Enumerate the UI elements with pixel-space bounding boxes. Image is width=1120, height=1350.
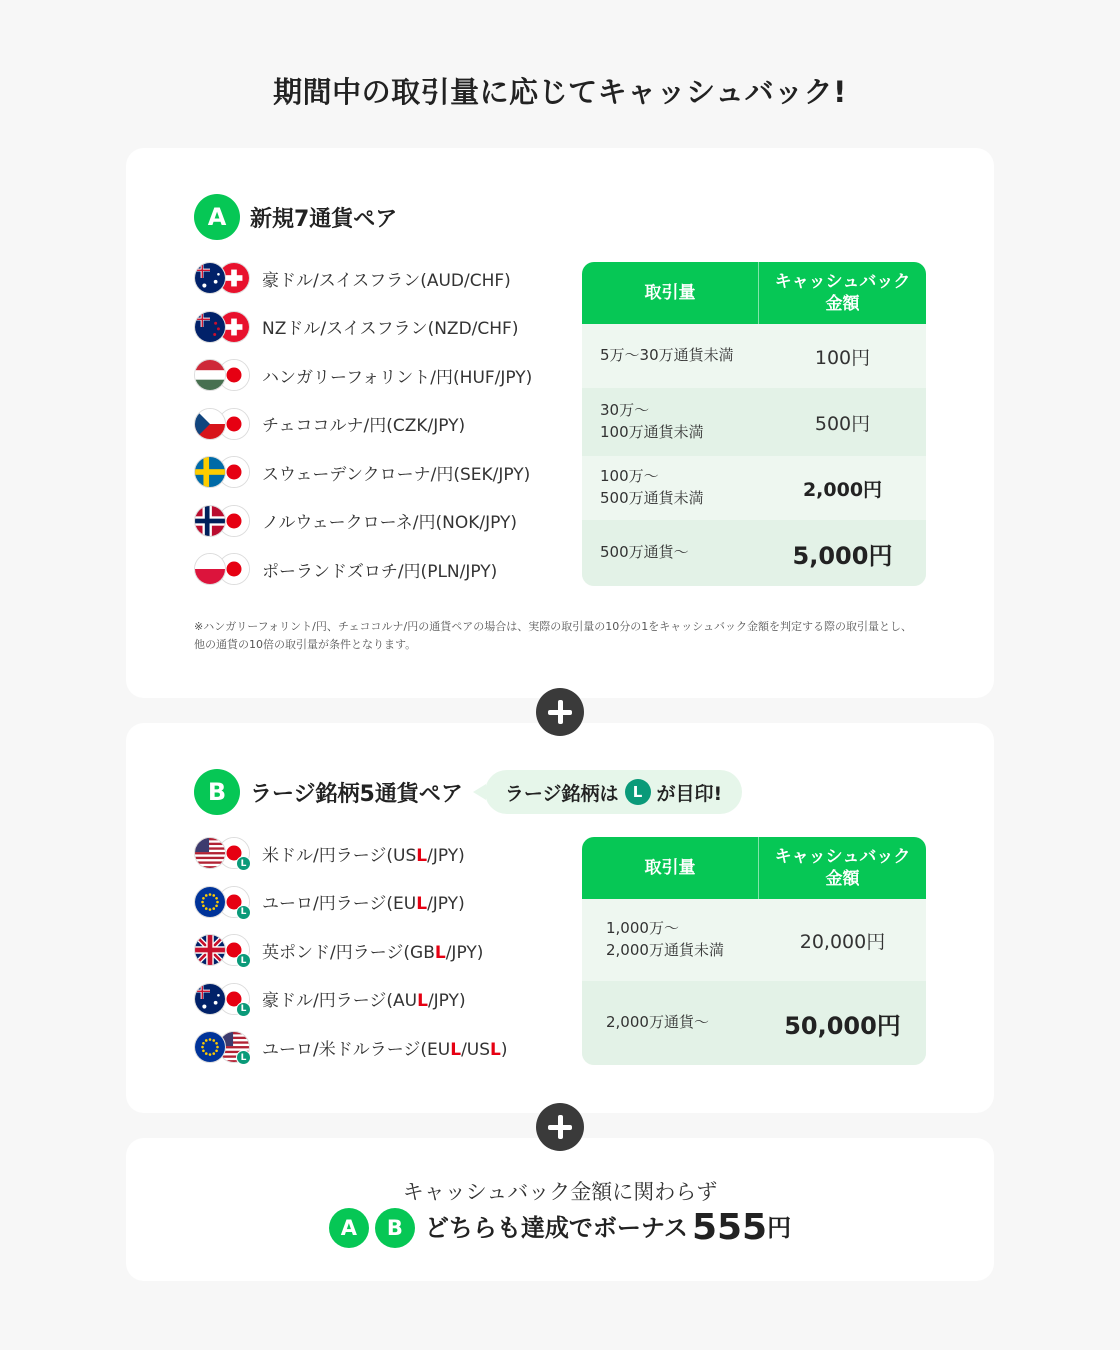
list-item — [194, 448, 532, 497]
plus-icon — [536, 688, 584, 736]
pair-label: ノルウェークローネ/円(NOK/JPY) — [262, 513, 518, 534]
bonus-unit: 円 — [767, 1214, 792, 1242]
header-cashback-line1: キャッシュバック — [774, 271, 911, 292]
amount-cell: 2,000円 — [802, 478, 883, 501]
pair-label: NZドル/スイスフラン(NZD/CHF) — [262, 319, 519, 340]
volume-line2: 2,000万通貨未満 — [606, 941, 724, 959]
pair-label: スウェーデンクローナ/円(SEK/JPY) — [262, 464, 531, 485]
list-item — [194, 926, 508, 975]
currency-flags — [194, 1031, 252, 1063]
currency-flags — [194, 262, 252, 294]
list-item — [194, 975, 508, 1024]
list-item — [194, 254, 532, 303]
section-a-header — [194, 194, 397, 240]
footnote — [194, 618, 934, 654]
header-volume: 取引量 — [582, 262, 759, 324]
czech-flag-icon — [194, 408, 226, 440]
uk-flag-icon — [194, 934, 226, 966]
section-b-card — [126, 723, 994, 1113]
currency-flags — [194, 408, 252, 440]
bubble-text-pre: ラージ銘柄は — [504, 782, 619, 805]
section-a-card — [126, 148, 994, 698]
currency-flags — [194, 983, 252, 1015]
section-b-title: ラージ銘柄5通貨ペア — [250, 781, 463, 807]
volume-cell — [582, 981, 759, 1065]
large-badge-icon: L — [625, 779, 651, 805]
pair-label: チェココルナ/円(CZK/JPY) — [262, 416, 466, 437]
table-row — [582, 456, 926, 520]
pair-label: ユーロ/米ドルラージ(EUL/USL) — [262, 1039, 508, 1060]
section-b-header — [194, 769, 742, 815]
bonus-line — [126, 1208, 994, 1248]
volume-cell — [582, 324, 759, 388]
header-volume: 取引量 — [582, 837, 759, 899]
large-hint-bubble — [485, 770, 742, 814]
section-b-pair-list — [194, 829, 508, 1072]
volume-line2: 500万通貨未満 — [600, 489, 704, 507]
header-cashback — [759, 837, 926, 899]
section-a-badge: A — [194, 194, 240, 240]
australia-flag-icon — [194, 262, 226, 294]
page-title: 期間中の取引量に応じてキャッシュバック! — [273, 75, 847, 109]
section-b-badge: B — [194, 769, 240, 815]
table-row — [582, 981, 926, 1065]
volume-line2: 100万通貨未満 — [600, 423, 704, 441]
section-a-cashback-table — [582, 262, 926, 586]
pair-label: 米ドル/円ラージ(USL/JPY) — [262, 845, 465, 866]
plus-icon — [536, 1103, 584, 1151]
volume-line1: 2,000万通貨〜 — [606, 1013, 709, 1032]
currency-flags — [194, 553, 252, 585]
usa-flag-icon — [194, 837, 226, 869]
bonus-condition-text: キャッシュバック金額に関わらず — [402, 1180, 718, 1204]
header-cashback-line2: 金額 — [825, 294, 860, 314]
eu-flag-icon — [194, 886, 226, 918]
norway-flag-icon — [194, 505, 226, 537]
header-cashback-line1: キャッシュバック — [774, 846, 911, 867]
footnote-line2: 他の通貨の10倍の取引量が条件となります。 — [194, 638, 417, 652]
large-mark-icon: L — [236, 856, 251, 871]
table-row — [582, 324, 926, 388]
volume-cell — [582, 456, 759, 520]
bonus-text: どちらも達成でボーナス — [424, 1214, 688, 1242]
amount-cell: 100円 — [814, 346, 871, 369]
currency-flags — [194, 456, 252, 488]
pair-label: ポーランドズロチ/円(PLN/JPY) — [262, 561, 498, 582]
header-cashback-line2: 金額 — [825, 869, 860, 889]
pair-label: 英ポンド/円ラージ(GBL/JPY) — [262, 942, 484, 963]
eu-flag-icon — [194, 1031, 226, 1063]
section-b-cashback-table — [582, 837, 926, 1065]
list-item — [194, 878, 508, 927]
volume-line1: 5万〜30万通貨未満 — [600, 346, 734, 365]
list-item — [194, 351, 532, 400]
table-row — [582, 388, 926, 456]
pair-label: ユーロ/円ラージ(EUL/JPY) — [262, 894, 465, 915]
pair-label: 豪ドル/円ラージ(AUL/JPY) — [262, 991, 466, 1012]
large-mark-icon: L — [236, 1002, 251, 1017]
list-item — [194, 1023, 508, 1072]
volume-line1: 30万〜 — [600, 401, 650, 420]
section-a-badge: A — [329, 1208, 369, 1248]
hungary-flag-icon — [194, 359, 226, 391]
bonus-card — [126, 1138, 994, 1281]
table-row — [582, 899, 926, 981]
currency-flags — [194, 886, 252, 918]
table-header — [582, 262, 926, 324]
large-mark-icon: L — [236, 905, 251, 920]
volume-cell — [582, 520, 759, 586]
currency-flags — [194, 934, 252, 966]
list-item — [194, 303, 532, 352]
list-item — [194, 400, 532, 449]
section-a-title: 新規7通貨ペア — [250, 206, 398, 232]
list-item — [194, 545, 532, 594]
volume-cell — [582, 388, 759, 456]
volume-line1: 100万〜 — [600, 467, 659, 486]
sweden-flag-icon — [194, 456, 226, 488]
currency-flags — [194, 505, 252, 537]
currency-flags — [194, 311, 252, 343]
currency-flags — [194, 837, 252, 869]
amount-cell: 50,000円 — [784, 1011, 901, 1040]
pair-label: 豪ドル/スイスフラン(AUD/CHF) — [262, 270, 511, 291]
list-item — [194, 497, 532, 546]
footnote-line1: ※ハンガリーフォリント/円、チェココルナ/円の通貨ペアの場合は、実際の取引量の10分の1をキャッシュバック金額を判定する際の取引量とし、 — [194, 620, 912, 633]
header-cashback — [759, 262, 926, 324]
volume-line1: 500万通貨〜 — [600, 543, 689, 562]
bonus-amount: 555 — [691, 1207, 768, 1248]
volume-line1: 1,000万〜 — [606, 919, 679, 938]
table-row — [582, 520, 926, 586]
amount-cell: 500円 — [814, 412, 871, 435]
volume-cell — [582, 899, 759, 981]
large-mark-icon: L — [236, 953, 251, 968]
australia-flag-icon — [194, 983, 226, 1015]
large-mark-icon: L — [236, 1050, 251, 1065]
section-a-pair-list — [194, 254, 532, 594]
new-zealand-flag-icon — [194, 311, 226, 343]
currency-flags — [194, 359, 252, 391]
section-b-badge: B — [375, 1208, 415, 1248]
pair-label: ハンガリーフォリント/円(HUF/JPY) — [262, 367, 533, 388]
amount-cell: 20,000円 — [799, 930, 886, 953]
bubble-text-post: が目印! — [656, 782, 723, 805]
list-item — [194, 829, 508, 878]
poland-flag-icon — [194, 553, 226, 585]
amount-cell: 5,000円 — [792, 541, 893, 570]
table-header — [582, 837, 926, 899]
